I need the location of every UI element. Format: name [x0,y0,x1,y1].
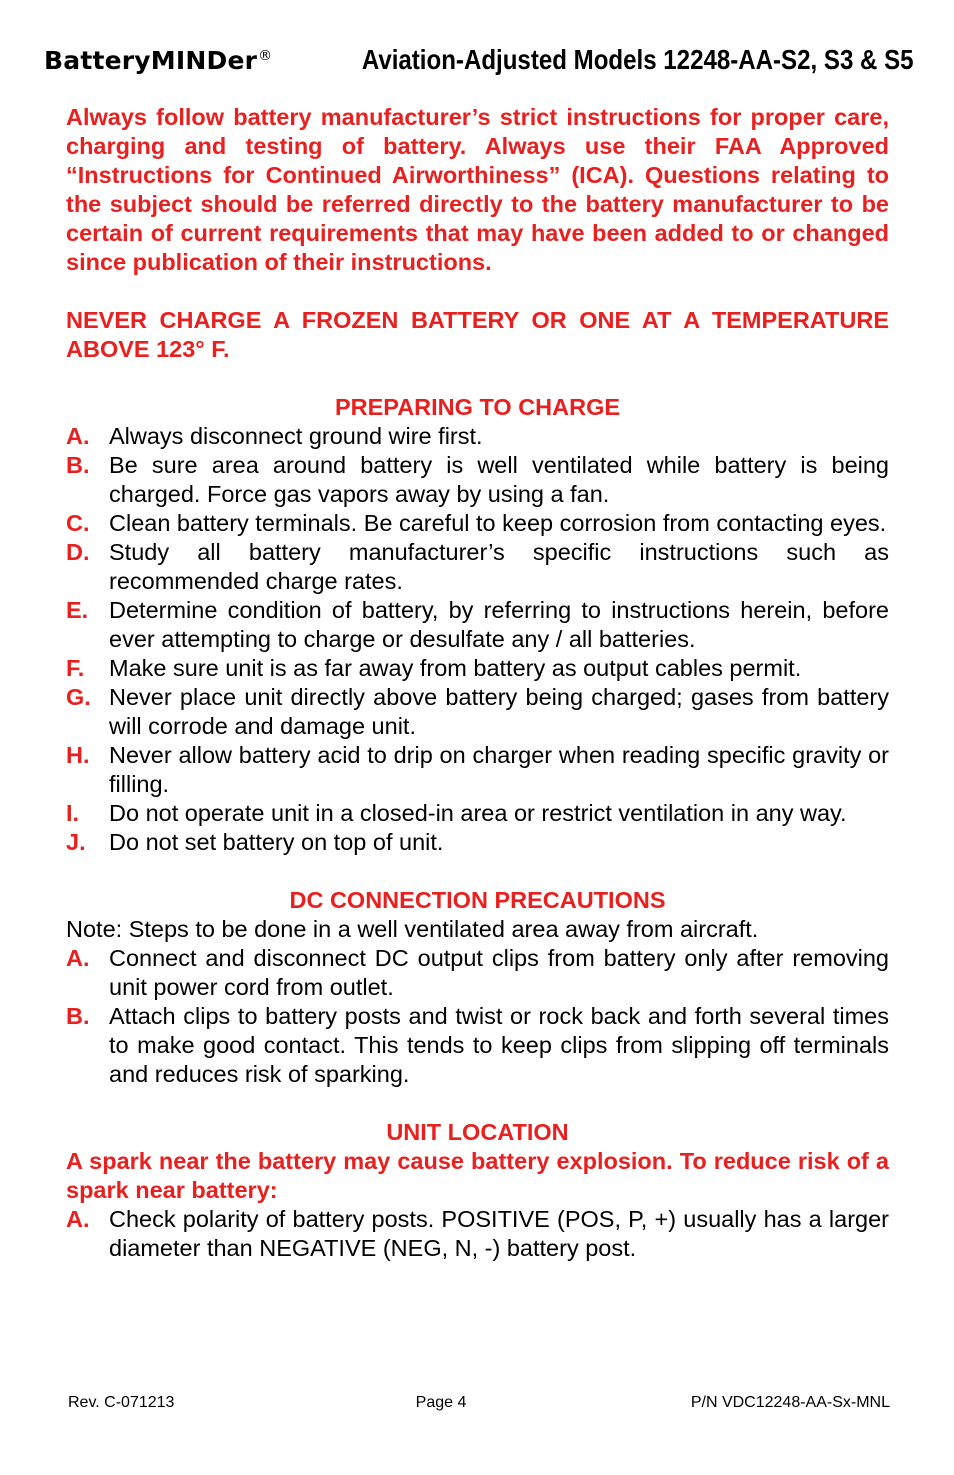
item-letter: G. [66,684,91,710]
models-title: Aviation-Adjusted Models 12248-AA-S2, S3 & S5 [362,44,914,75]
item-text: Be sure area around battery is well ventilated while battery is being charged. Force gas vapors away by using a fan. [109,452,889,507]
item-letter: H. [66,742,90,768]
list-item [66,741,889,799]
item-text: Always disconnect ground wire first. [109,423,483,449]
item-text: Do not operate unit in a closed-in area or restrict ventilation in any way. [109,800,847,826]
item-letter: D. [66,539,90,565]
item-letter: F. [66,655,85,681]
item-letter: C. [66,510,90,536]
item-text: Make sure unit is as far away from battery as output cables permit. [109,655,802,681]
registered-mark: ® [258,48,273,64]
list-item [66,683,889,741]
item-text: Do not set battery on top of unit. [109,829,444,855]
item-text: Clean battery terminals. Be careful to keep corrosion from contacting eyes. [109,510,887,536]
spark-warning: A spark near the battery may cause battery explosion. To reduce risk of a spark near battery: [66,1148,889,1203]
part-number: P/N VDC12248-AA-Sx-MNL [690,1394,890,1411]
revision-label: Rev. C-071213 [68,1394,175,1411]
item-letter: I. [66,800,80,826]
list-item [66,1205,889,1263]
dc-note: Note: Steps to be done in a well ventilated area away from aircraft. [66,916,759,942]
item-letter: B. [66,452,90,478]
item-text: Connect and disconnect DC output clips from battery only after removing unit power cord from outlet. [109,945,889,1000]
list-item [66,944,889,1002]
list-item [66,509,889,538]
list-item [66,1002,889,1089]
intro-warning: Always follow battery manufacturer’s strict instructions for proper care, charging and testing of battery. Always use their FAA Approved “Instructions for Continued Airworthiness” (ICA). Questions relating to the subject should be referred directly to the battery manufacturer to be certain of current requirements that may have been added to or changed since publication of their instructions. [66,104,889,275]
item-text: Determine condition of battery, by referring to instructions herein, before ever attempting to charge or desulfate any / all batteries. [109,597,889,652]
item-letter: E. [66,597,89,623]
item-text: Study all battery manufacturer’s specific instructions such as recommended charge rates. [109,539,889,594]
item-text: Attach clips to battery posts and twist or rock back and forth several times to make good contact. This tends to keep clips from slipping off terminals and reduces risk of sparking. [109,1003,889,1087]
list-item [66,799,889,828]
list-item [66,538,889,596]
item-text: Never allow battery acid to drip on charger when reading specific gravity or filling. [109,742,889,797]
frozen-warning-line2: ABOVE 123° F. [66,336,230,362]
section-title-dc: DC CONNECTION PRECAUTIONS [289,887,666,913]
list-item [66,451,889,509]
item-text: Check polarity of battery posts. POSITIVE (POS, P, +) usually has a larger diameter than NEGATIVE (NEG, N, -) battery post. [109,1206,889,1261]
frozen-warning-line1: NEVER CHARGE A FROZEN BATTERY OR ONE AT A TEMPERATURE [66,307,889,333]
item-letter: A. [66,945,90,971]
item-letter: A. [66,1206,90,1232]
page-number: Page 4 [415,1394,467,1411]
section-title-location: UNIT LOCATION [386,1119,569,1145]
item-letter: B. [66,1003,90,1029]
dc-list [66,944,889,1089]
list-item [66,828,889,857]
brand-name: BatteryMINDer [44,46,258,75]
brand-logo [44,46,272,75]
item-text: Never place unit directly above battery being charged; gases from battery will corrode and damage unit. [109,684,889,739]
item-letter: A. [66,423,90,449]
page-header [44,42,914,86]
item-letter: J. [66,829,86,855]
list-item [66,422,889,451]
list-item [66,654,889,683]
preparing-list [66,422,889,857]
section-title-preparing: PREPARING TO CHARGE [334,394,621,420]
manual-content [66,103,889,1263]
list-item [66,596,889,654]
location-list [66,1205,889,1263]
